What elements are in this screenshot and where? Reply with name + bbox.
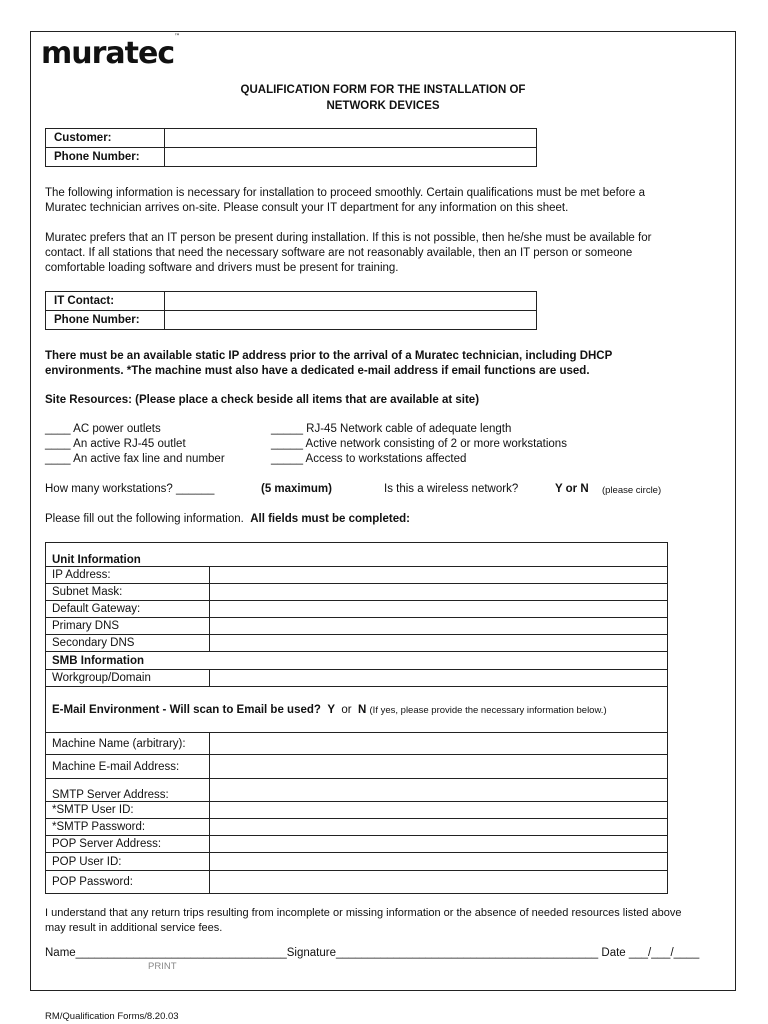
site-resources-heading: Site Resources: (Please place a check beside all items that are available at site) bbox=[45, 394, 480, 406]
static-ip-notice: There must be an available static IP address prior to the arrival of a Muratec technician, including DHCP environments. *The machine must also have a dedicated e-mail address if email functions are used. bbox=[45, 350, 613, 377]
pop-password-field[interactable] bbox=[210, 871, 668, 894]
unit-info-heading: Unit Information bbox=[46, 543, 668, 567]
customer-phone-field[interactable] bbox=[165, 148, 537, 167]
customer-label: Customer: bbox=[46, 129, 165, 148]
smtp-server-field[interactable] bbox=[210, 779, 668, 802]
ip-address-field[interactable] bbox=[210, 567, 668, 584]
it-contact-table bbox=[45, 291, 537, 330]
pop-user-id-field[interactable] bbox=[210, 853, 668, 871]
resource-workstation-access[interactable]: _____ Access to workstations affected bbox=[271, 453, 467, 465]
smb-info-heading: SMB Information bbox=[46, 652, 668, 670]
machine-name-field[interactable] bbox=[210, 733, 668, 755]
email-no-option[interactable]: N bbox=[358, 703, 367, 716]
smtp-server-label: SMTP Server Address: bbox=[46, 779, 210, 802]
form-title-line2: NETWORK DEVICES bbox=[326, 100, 440, 112]
it-phone-label: Phone Number: bbox=[46, 311, 165, 330]
subnet-mask-label: Subnet Mask: bbox=[46, 584, 210, 601]
signature-line[interactable]: Name_________________________________Signature_________________________________________ Date ___/___/____ bbox=[45, 947, 700, 959]
email-yes-option[interactable]: Y bbox=[327, 703, 335, 716]
machine-email-label: Machine E-mail Address: bbox=[46, 755, 210, 779]
understanding-statement: I understand that any return trips resulting from incomplete or missing information or the absence of needed resources listed above may result in additional service fees. bbox=[45, 907, 682, 934]
it-phone-field[interactable] bbox=[165, 311, 537, 330]
footer-code: RM/Qualification Forms/8.20.03 bbox=[45, 1011, 179, 1022]
workgroup-domain-field[interactable] bbox=[210, 670, 668, 687]
print-label: PRINT bbox=[148, 961, 177, 972]
workgroup-domain-label: Workgroup/Domain bbox=[46, 670, 210, 687]
intro-paragraph: The following information is necessary for installation to proceed smoothly. Certain qualifications must be met before a Muratec technician arrives on-site. Please consult your IT department for any information on this sheet. bbox=[45, 187, 645, 214]
machine-email-field[interactable] bbox=[210, 755, 668, 779]
default-gateway-label: Default Gateway: bbox=[46, 601, 210, 618]
resource-fax-line[interactable]: ____ An active fax line and number bbox=[45, 453, 225, 465]
primary-dns-field[interactable] bbox=[210, 618, 668, 635]
customer-table bbox=[45, 128, 537, 167]
smtp-password-label: *SMTP Password: bbox=[46, 819, 210, 836]
wireless-question: Is this a wireless network? bbox=[384, 483, 519, 495]
subnet-mask-field[interactable] bbox=[210, 584, 668, 601]
customer-phone-label: Phone Number: bbox=[46, 148, 165, 167]
smtp-user-id-label: *SMTP User ID: bbox=[46, 802, 210, 819]
it-contact-field[interactable] bbox=[165, 292, 537, 311]
resource-active-network[interactable]: _____ Active network consisting of 2 or more workstations bbox=[271, 438, 567, 450]
resource-ac-power[interactable]: ____ AC power outlets bbox=[45, 423, 161, 435]
pop-server-label: POP Server Address: bbox=[46, 836, 210, 853]
wireless-answer[interactable]: Y or N bbox=[555, 483, 589, 495]
fill-out-instructions: Please fill out the following information. All fields must be completed: bbox=[45, 513, 410, 525]
muratec-logo: muratec™ bbox=[41, 33, 180, 71]
workstations-max: (5 maximum) bbox=[261, 483, 332, 495]
pop-user-id-label: POP User ID: bbox=[46, 853, 210, 871]
email-environment-row: E-Mail Environment - Will scan to Email be used? Y or N (If yes, please provide the necessary information below.) bbox=[46, 687, 668, 733]
smtp-password-field[interactable] bbox=[210, 819, 668, 836]
ip-address-label: IP Address: bbox=[46, 567, 210, 584]
it-person-paragraph: Muratec prefers that an IT person be present during installation. If this is not possible, then he/she must be available for contact. If all stations that need the necessary software are not reasonably available, then an IT person or someone comfortable loading software and drivers must be present for training. bbox=[45, 232, 652, 274]
secondary-dns-field[interactable] bbox=[210, 635, 668, 652]
wireless-note: (please circle) bbox=[602, 485, 662, 496]
secondary-dns-label: Secondary DNS bbox=[46, 635, 210, 652]
resource-rj45-outlet[interactable]: ____ An active RJ-45 outlet bbox=[45, 438, 186, 450]
unit-info-table bbox=[45, 542, 668, 894]
form-title-line1: QUALIFICATION FORM FOR THE INSTALLATION OF bbox=[240, 84, 526, 96]
primary-dns-label: Primary DNS bbox=[46, 618, 210, 635]
resource-network-cable[interactable]: _____ RJ-45 Network cable of adequate length bbox=[271, 423, 512, 435]
pop-password-label: POP Password: bbox=[46, 871, 210, 894]
workstations-question[interactable]: How many workstations? ______ bbox=[45, 483, 215, 495]
pop-server-field[interactable] bbox=[210, 836, 668, 853]
it-contact-label: IT Contact: bbox=[46, 292, 165, 311]
customer-field[interactable] bbox=[165, 129, 537, 148]
machine-name-label: Machine Name (arbitrary): bbox=[46, 733, 210, 755]
smtp-user-id-field[interactable] bbox=[210, 802, 668, 819]
default-gateway-field[interactable] bbox=[210, 601, 668, 618]
